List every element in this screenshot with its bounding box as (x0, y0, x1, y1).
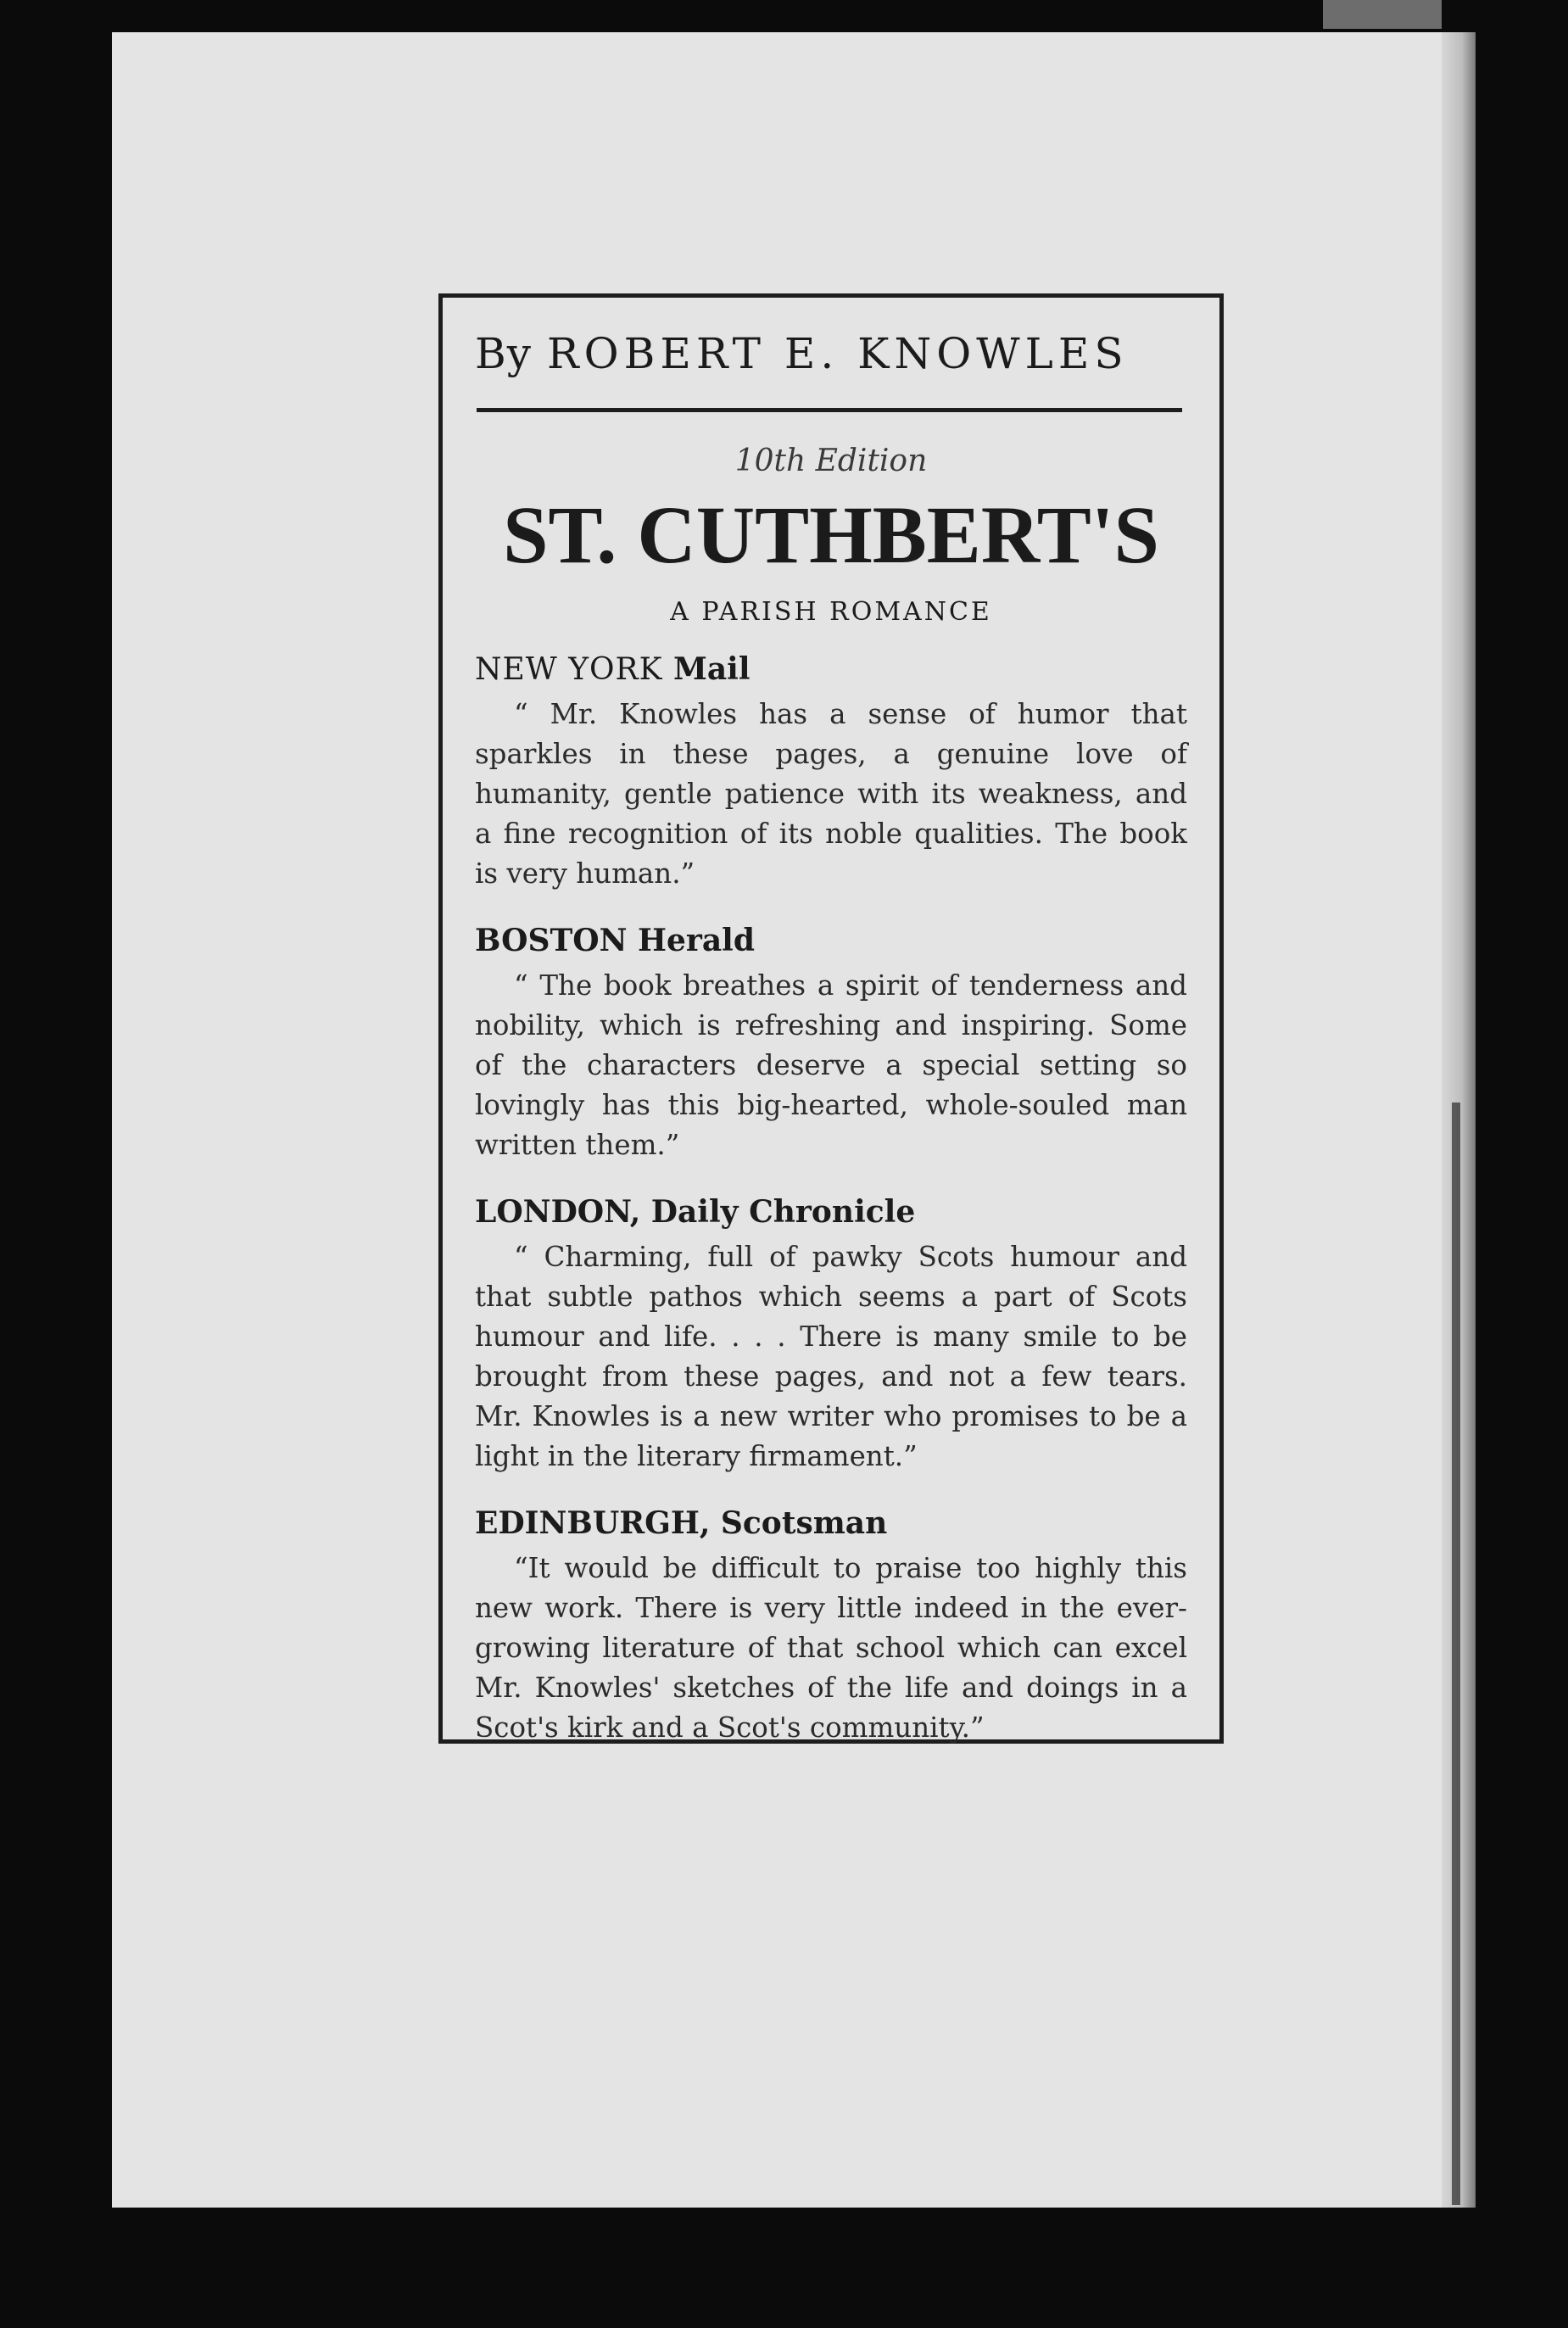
review-edinburgh-scotsman (475, 1502, 1187, 1748)
review-new-york-mail (475, 648, 1187, 894)
review-quote: “ Mr. Knowles has a sense of humor that sparkles in these pages, a genuine love of humanity, gentle patience with its weakness, and a fine recognition of its noble qualities. The book is very human.” (475, 698, 1187, 890)
review-city: BOSTON (475, 923, 628, 958)
divider-rule (477, 408, 1182, 412)
review-source (475, 1191, 1187, 1234)
edition-label: 10th Edition (734, 444, 928, 478)
book-subtitle: A PARISH ROMANCE (670, 597, 992, 627)
review-source (475, 1502, 1187, 1545)
review-paper: Daily Chronicle (650, 1194, 916, 1230)
review-paper: Herald (637, 923, 756, 958)
review-paper: Mail (672, 651, 751, 687)
advertisement-box (438, 293, 1224, 1744)
review-quote: “It would be difficult to praise too highly this new work. There is very little indeed in the ever-growing literature of that school which can excel Mr. Knowles' sketches of the life and doings in a Scot's kirk and a Scot's community.” (475, 1552, 1187, 1744)
review-source (475, 648, 1187, 691)
review-source (475, 919, 1187, 963)
review-london-daily-chronicle (475, 1191, 1187, 1477)
author-line (475, 321, 1187, 386)
review-quote: “ The book breathes a spirit of tenderness and nobility, which is refreshing and inspiring. Some of the characters deserve a special setting so lovingly has this big-hearted, whole-souled man written them.” (475, 969, 1187, 1161)
book-title: ST. CUTHBERT'S (503, 489, 1159, 580)
review-city: LONDON, (475, 1194, 641, 1230)
page-edge-shadow (1452, 1103, 1460, 2205)
review-paper: Scotsman (720, 1505, 888, 1541)
author-name: ROBERT E. KNOWLES (547, 329, 1129, 378)
scan-shadow (1323, 0, 1442, 29)
author-by: By (475, 329, 532, 378)
review-quote: “ Charming, full of pawky Scots humour and that subtle pathos which seems a part of Scots humour and life. . . . There is many smile to be brought from these pages, and not a few tears. Mr. Knowles is a new writer who promises to be a light in the literary firmament.” (475, 1241, 1187, 1472)
review-city: NEW YORK (475, 652, 663, 687)
review-city: EDINBURGH, (475, 1505, 711, 1541)
review-boston-herald (475, 919, 1187, 1165)
